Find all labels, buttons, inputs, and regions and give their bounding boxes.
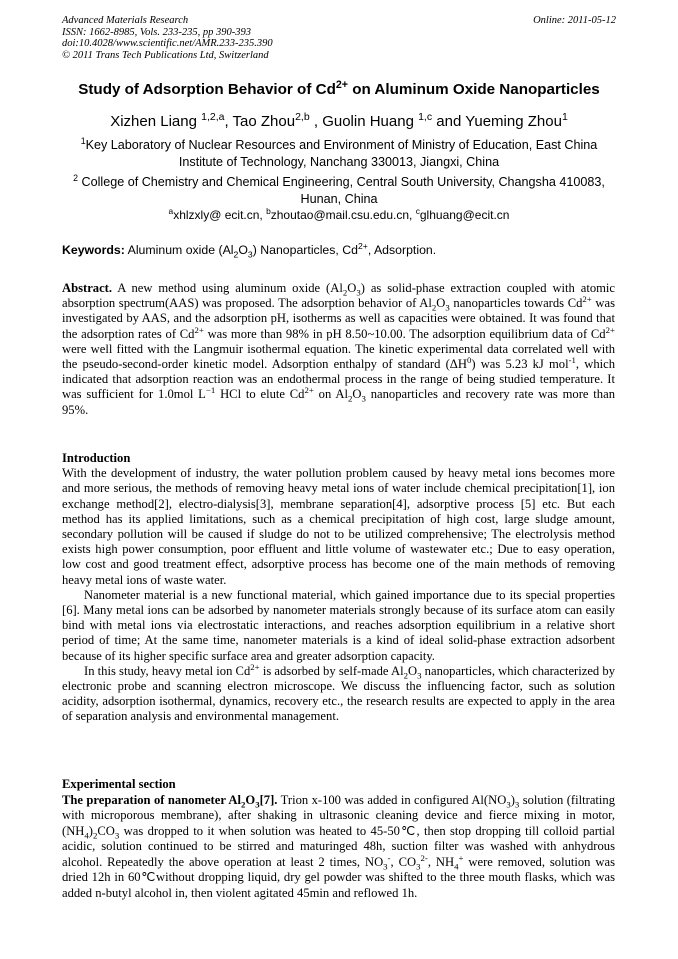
intro-paragraph-1: With the development of industry, the water pollution problem caused by heavy metal ions becomes more and more serious, the methods of removing heavy metal ions of water include chemical precipitation[1], ion exchange method[2], electro-dialysis[3], membrane separation[4], adsorptive process [5] etc. But each method has its applied limitations, such as a chemical precipitation of high cost, large sludge amount, secondary pollution will be caused if sludge do not to be utilized comprehensive; The electrolysis method exists high power consumption, poor effluent and little volume of wastewater etc.; Due to easy operation, low cost and good treatment effect, adsorptive process has become one of the main methods of removing heavy metal ions of waste water. [62,466,615,587]
exp-text: Trion x-100 was added in configured Al(NO [277,792,507,807]
exp-sub: 2 [93,830,98,841]
subheading-text: O [245,792,256,807]
journal-name: Advanced Materials Research [62,15,189,26]
abstract-sup: 2+ [582,294,592,305]
keywords-label: Keywords: [62,243,125,257]
exp-sub: 3 [416,861,421,872]
abstract-sub: 2 [431,302,437,313]
keywords-sub-1: 2 [233,249,239,260]
abstract-text: O [352,387,362,402]
title-text: Study of Adsorption Behavior of Cd [78,81,336,98]
exp-text: solution (filtrating with microporous membrane), after shaking in ultrasonic cleaning device and fierce mixing in motor, (NH [62,792,615,838]
abstract-text: O [347,281,357,295]
exp-sub: 4 [454,861,459,872]
author-2: , Tao Zhou [224,113,296,130]
email-c: glhuang@ecit.cn [419,208,510,222]
intro-p3-text: O [407,663,418,678]
exp-sub: 3 [383,861,388,872]
abstract-sub: 2 [348,393,353,404]
abstract-sub: 3 [445,302,450,313]
paper-title [40,78,638,99]
abstract-sup: 0 [466,354,472,365]
abstract-text: A new method using aluminum oxide (Al [112,281,343,295]
abstract-sub: 2 [342,287,348,298]
abstract-sup: 2+ [304,385,314,396]
email-line [62,208,616,223]
abstract-text: , which indicated that adsorption reaction was an endothermal process in the range of being studied temperature. It was sufficient for 1.0mol L [62,357,615,402]
abstract-text: on Al [313,387,348,402]
subheading-text: [7]. [259,792,278,807]
issn-line: ISSN: 1662-8985, Vols. 233-235, pp 390-393 [62,26,251,38]
affiliation-1-sup: 1 [80,135,86,146]
introduction-section [62,451,615,725]
exp-text: CO [97,823,115,838]
exp-text: was dropped to it when solution was heated to 45-50℃, then stop dropping till colloid partial acidic, solution continued to be stirred and maturinged 48h, suction filter was washed with anhydrous alcohol. Repeatedly the above operation at least 2 times, NO [62,823,615,869]
abstract-sup: 2+ [194,324,204,335]
exp-text: ) [510,792,515,807]
affiliation-1-line2: Institute of Technology, Nanchang 330013, Jiangxi, China [178,155,500,169]
abstract-text: was more than 98% in pH 8.50~10.00. The adsorption equilibrium data of Cd [203,326,606,341]
abstract-sup: -1 [568,354,576,365]
online-date: Online: 2011-05-12 [533,15,616,26]
intro-paragraph-2: Nanometer material is a new functional material, which gained importance due to its special properties [6]. Many metal ions can be adsorbed by nanometer materials strongly because of its surface atom can easily bind with metal ions via electrostatic interactions, and reaches adsorption equilibrium in a relative short period of time; At the same time, nanometer materials is a kind of ideal solid-phase extraction adsorbent because of its higher specific surface area and greater adsorption capacity. [62,587,615,663]
abstract [62,281,615,418]
copyright-line: © 2011 Trans Tech Publications Ltd, Switzerland [62,49,269,61]
author-3: , Guolin Huang [309,113,419,130]
abstract-sub: 3 [361,393,366,404]
intro-p3-text: In this study, heavy metal ion Cd [84,663,251,678]
affiliation-2-sup: 2 [73,172,78,183]
keywords-text-4: , Adsorption. [367,243,437,257]
affiliation-2-line2: Hunan, China [300,192,378,206]
abstract-text: was investigated by AAS, and the adsorption pH, isotherms as well as capacities were obtained. It was found that the adsorption rates of Cd [62,296,616,341]
exp-text: ) [88,823,93,838]
email-b-sup: b [266,206,271,216]
exp-text: , NH [427,854,455,869]
abstract-text: nanoparticles towards Cd [449,296,583,311]
exp-sup: - [387,852,391,863]
abstract-text: O [436,296,446,311]
abstract-sup: −1 [205,385,216,396]
exp-text: , CO [390,854,417,869]
intro-p3-sup: 2+ [250,661,260,672]
email-c-sup: c [415,206,420,216]
keywords [62,240,622,260]
subheading-sub: 2 [241,799,246,810]
keywords-text-2: O [238,243,248,257]
author-3-sup: 1,c [418,111,433,123]
keywords-text-1: Aluminum oxide (Al [124,243,234,257]
email-a: xhlzxly@ ecit.cn, [173,208,267,222]
affiliation-2 [62,174,616,208]
experimental-paragraph [62,793,615,902]
author-2-sup: 2,b [295,111,310,123]
introduction-heading: Introduction [62,451,131,465]
author-1-sup: 1,2,a [201,111,225,123]
abstract-sup: 2+ [605,324,615,335]
title-tail: on Aluminum Oxide Nanoparticles [347,81,600,98]
title-sup: 2+ [335,78,348,91]
affiliation-2-line1: College of Chemistry and Chemical Engineering, Central South University, Changsha 410083, [78,175,605,189]
email-a-sup: a [168,206,174,216]
author-4: and Yueming Zhou [432,113,562,130]
journal-header [62,15,616,61]
affiliation-1 [62,137,616,171]
abstract-text: were well fitted with the Langmuir isothermal equation. The kinetic experimental data correlated well with the pseudo-second-order kinetic model. Adsorption enthalpy of standard (ΔH [62,341,615,372]
exp-sub: 3 [114,830,120,841]
abstract-text: HCl to elute Cd [215,387,305,402]
exp-sup: 2- [420,852,428,863]
subheading-text: The preparation of nanometer Al [62,792,241,807]
experimental-section [62,777,615,901]
keywords-sup-3: 2+ [357,240,368,251]
intro-p3-text: nanoparticles, which characterized by electronic probe and scanning electron microscope. We discuss the influencing factor, such as solution acidity, adsorption isothermal, dynamics, recovery etc., the research results are expected to apply in the area of separation analysis and environmental management. [62,663,616,724]
abstract-text: ) was 5.23 kJ mol [471,357,569,372]
intro-p3-sub: 3 [417,670,422,681]
abstract-text: nanoparticles and recovery rate was more than 95%. [62,387,615,417]
abstract-label: Abstract. [62,281,113,295]
intro-paragraph-3 [62,661,616,725]
exp-sub: 3 [506,799,511,810]
exp-sub: 4 [84,830,89,841]
exp-sub: 3 [514,799,520,810]
exp-text: were removed, solution was dried 12h in 60℃without dropping liquid, dry gel powder was shifted to the three mouth flasks, which was added n-butyl alcohol in, then violent agitated 45min and reflowed 1h. [62,854,615,900]
doi-line: doi:10.4028/www.scientific.net/AMR.233-235.390 [62,38,273,49]
preparation-subheading [62,792,278,810]
author-list [40,113,638,131]
abstract-sub: 3 [356,287,361,298]
subheading-sub: 3 [255,799,260,810]
abstract-text: ) as solid-phase extraction coupled with atomic absorption spectrum(AAS) was proposed. The adsorption behavior of Al [62,281,615,311]
intro-p3-text: is adsorbed by self-made Al [259,663,404,678]
exp-sup: + [458,852,464,863]
keywords-sub-2: 3 [247,249,253,260]
affiliation-1-line1: Key Laboratory of Nuclear Resources and Environment of Ministry of Education, East China [85,138,598,152]
keywords-text-3: ) Nanoparticles, Cd [252,243,358,257]
author-4-sup: 1 [561,111,568,123]
author-1: Xizhen Liang [110,113,202,130]
experimental-heading: Experimental section [62,777,176,791]
intro-p3-sub: 2 [403,670,408,681]
email-b: zhoutao@mail.csu.edu.cn, [270,208,416,222]
